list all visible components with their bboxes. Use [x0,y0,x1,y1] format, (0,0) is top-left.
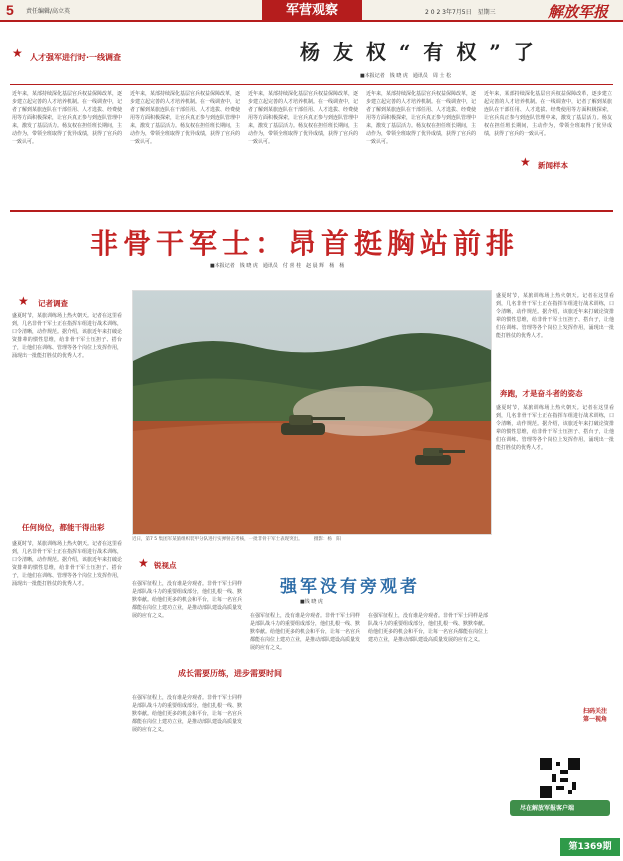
star-icon: ★ [138,556,149,570]
main-col-right-1: 盛夏时节，某旅训练场上热火朝天。记者在这里看到，几名非骨干军士正在指挥车组进行战术训练，口令清晰，动作规范。据介绍，该旅近年来打破论资排辈的惯性思维，给非骨干军士压担子、搭台子，让他们在训练、管理等各个岗位上发挥作用，涌现出一批能打胜仗的优秀人才。 [496,293,614,339]
article-1-col-5: 近年来，某部持续深化基层官兵权益保障改革，逐步建立起完善的人才培养机制。在一线调查中，记者了解到某旅连队在干部任用、人才选拔、经费使用等方面积极探索，让官兵真正参与到连队管理中来，激发了基层活力。杨友权在担任班长期间，主动作为，带领全班取得了优异成绩，获得了官兵的一致认可。 [484,91,612,137]
byline-2: ■本报记者 钱 晓 虎 通讯员 付 喜 桂 赵 晨 辉 杨 杨 [210,263,345,269]
page-header [0,0,623,22]
commentary-title: 强军没有旁观者 [280,577,420,597]
main-col-1b: 盛夏时节，某旅训练场上热火朝天。记者在这里看到，几名非骨干军士正在指挥车组进行战术训练，口令清晰，动作规范。据介绍，该旅近年来打破论资排辈的惯性思维，给非骨干军士压担子、搭台子，让他们在训练、管理等各个岗位上发挥作用，涌现出一批能打胜仗的优秀人才。 [12,541,122,587]
sharp-eye-tag: 锐视点 [154,561,177,570]
section-title: 军营观察 [262,0,362,22]
byline-1: ■本报记者 钱 晓 虎 通讯员 周 士 松 [360,73,452,79]
main-headline: 非骨干军士：昂首挺胸站前排 [90,227,520,260]
photo-caption: 近日，第7 5 集团军某旅组织装甲分队进行实弹射击考核，一批非骨干军士表现突出。 摄影：杨 阳 [132,537,341,542]
new-sample-tag: 新闻样本 [538,161,568,170]
article-1-col-4: 近年来，某部持续深化基层官兵权益保障改革，逐步建立起完善的人才培养机制。在一线调查中，记者了解到某旅连队在干部任用、人才选拔、经费使用等方面积极探索，让官兵真正参与到连队管理中来，激发了基层活力。杨友权在担任班长期间，主动作为，带领全班取得了优异成绩，获得了官兵的一致认可。 [366,91,476,145]
tank-image [133,291,492,535]
app-promo-text: 尽在解放军报客户端 [520,805,575,812]
training-photo [132,290,492,535]
main-col-1: 盛夏时节，某旅训练场上热火朝天。记者在这里看到，几名非骨干军士正在指挥车组进行战术训练，口令清晰，动作规范。据介绍，该旅近年来打破论资排辈的惯性思维，给非骨干军士压担子、搭台子，让他们在训练、管理等各个岗位上发挥作用，涌现出一批能打胜仗的优秀人才。 [12,313,122,359]
subheading-2: 奔跑，才是奋斗者的姿态 [500,389,583,398]
commentary-col-3: 在强军征程上，没有谁是旁观者。非骨干军士同样是部队战斗力的重要组成部分，他们扎根一线、默默奉献。给他们更多的机会和平台，让每一名官兵都能在岗位上建功立业，是推动部队建设高质量发展的应有之义。 [368,613,488,643]
commentary-subheading: 成长需要历练，进步需要时间 [178,669,282,678]
editor-credit: 责任编辑/高立英 [26,8,71,15]
page-number: 5 [6,2,14,18]
commentary-col-1: 在强军征程上，没有谁是旁观者。非骨干军士同样是部队战斗力的重要组成部分，他们扎根一线、默默奉献。给他们更多的机会和平台，让每一名官兵都能在岗位上建功立业，是推动部队建设高质量发展的应有之义。 [132,581,242,619]
article-1-col-3: 近年来，某部持续深化基层官兵权益保障改革，逐步建立起完善的人才培养机制。在一线调查中，记者了解到某旅连队在干部任用、人才选拔、经费使用等方面积极探索，让官兵真正参与到连队管理中来，激发了基层活力。杨友权在担任班长期间，主动作为，带领全班取得了优异成绩，获得了官兵的一致认可。 [248,91,358,145]
article-1-col-2: 近年来，某部持续深化基层官兵权益保障改革，逐步建立起完善的人才培养机制。在一线调查中，记者了解到某旅连队在干部任用、人才选拔、经费使用等方面积极探索，让官兵真正参与到连队管理中来，激发了基层活力。杨友权在担任班长期间，主动作为，带领全班取得了优异成绩，获得了官兵的一致认可。 [130,91,240,145]
article-1-col-1: 近年来，某部持续深化基层官兵权益保障改革，逐步建立起完善的人才培养机制。在一线调查中，记者了解到某旅连队在干部任用、人才选拔、经费使用等方面积极探索，让官兵真正参与到连队管理中来，激发了基层活力。杨友权在担任班长期间，主动作为，带领全班取得了优异成绩，获得了官兵的一致认可。 [12,91,122,145]
commentary-col-1b: 在强军征程上，没有谁是旁观者。非骨干军士同样是部队战斗力的重要组成部分，他们扎根一线、默默奉献。给他们更多的机会和平台，让每一名官兵都能在岗位上建功立业，是推动部队建设高质量发展的应有之义。 [132,695,242,733]
qr-code-icon[interactable] [540,758,580,798]
main-col-right-2: 盛夏时节，某旅训练场上热火朝天。记者在这里看到，几名非骨干军士正在指挥车组进行战术训练，口令清晰，动作规范。据介绍，该旅近年来打破论资排辈的惯性思维，给非骨干军士压担子、搭台子，让他们在训练、管理等各个岗位上发挥作用，涌现出一批能打胜仗的优秀人才。 [496,405,614,451]
star-icon: ★ [12,46,23,60]
issue-number: 第1369期 [560,838,620,856]
article-title-1: 杨 友 权 “ 有 权 ” 了 [300,40,537,64]
divider [10,210,613,212]
commentary-col-2: 在强军征程上，没有谁是旁观者。非骨干军士同样是部队战斗力的重要组成部分，他们扎根一线、默默奉献。给他们更多的机会和平台，让每一名官兵都能在岗位上建功立业，是推动部队建设高质量发展的应有之义。 [250,613,360,651]
column-tag: 人才强军进行时·一线调查 [30,53,122,62]
qr-caption: 扫码关注 第一视角 [582,708,607,723]
star-icon: ★ [520,155,531,169]
star-icon: ★ [18,294,29,308]
commentary-byline: ■钱 晓 虎 [300,599,323,605]
reporter-survey-tag: 记者调查 [38,299,68,308]
newspaper-logo: 解放军报 [548,3,609,21]
subheading-1: 任何岗位，都能干得出彩 [22,523,105,532]
issue-date: 2 0 2 3年7月5日 星期三 [425,9,496,16]
divider [10,84,613,85]
